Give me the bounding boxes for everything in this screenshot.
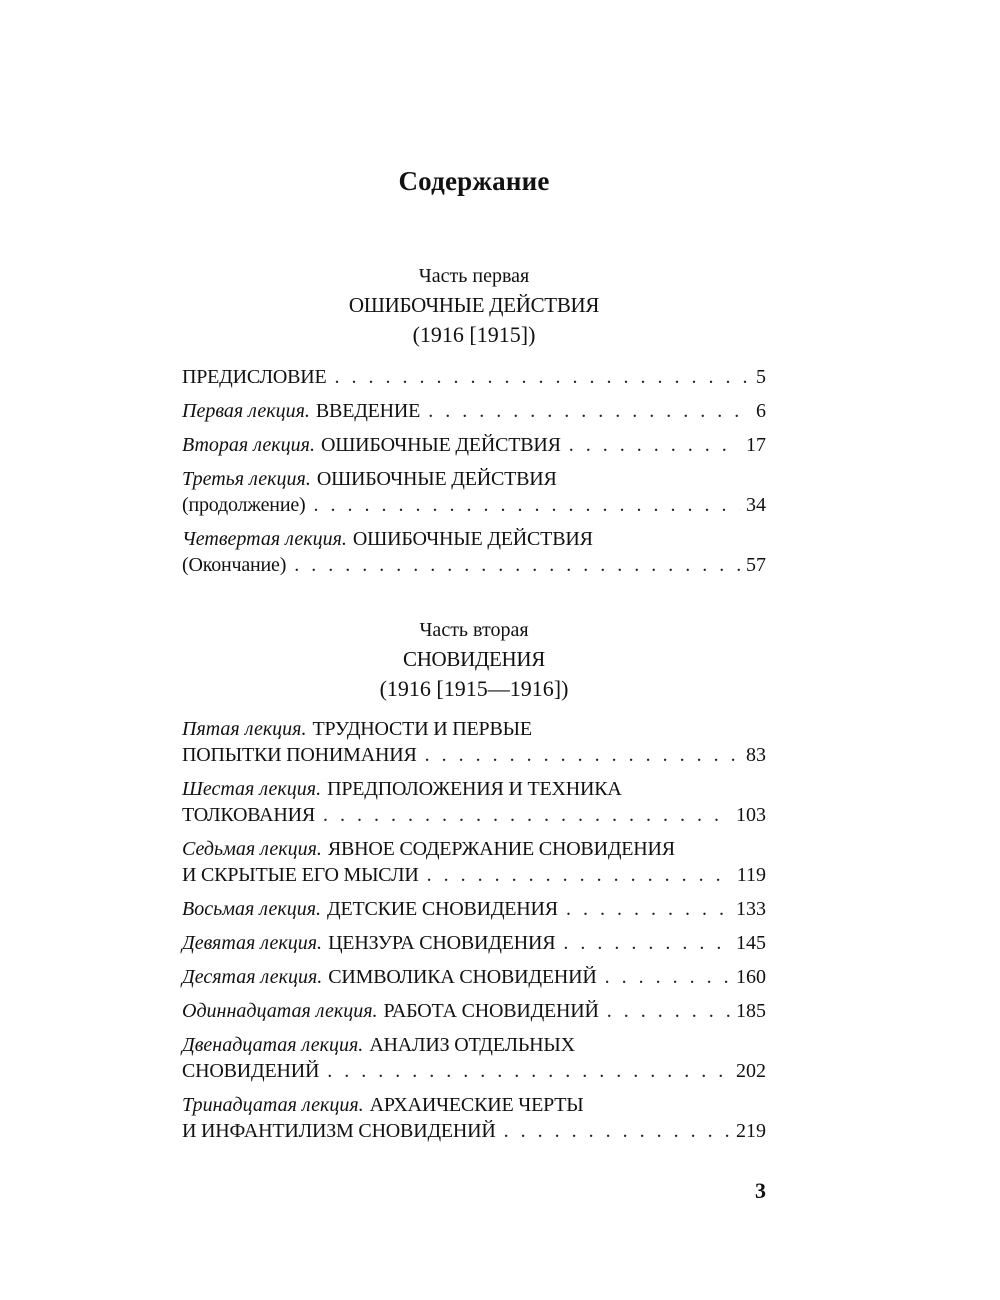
entry-title: ВВЕДЕНИЕ — [315, 400, 421, 422]
lecture-label: Седьмая лекция. — [182, 838, 322, 860]
entry-title: АРХАИЧЕСКИЕ ЧЕРТЫ — [369, 1094, 584, 1116]
toc-line — [182, 432, 766, 458]
page-ref: 103 — [736, 804, 766, 826]
dot-leader — [327, 1058, 730, 1084]
toc-line — [182, 492, 766, 518]
part-one-label: Часть первая — [418, 265, 530, 287]
page-ref: 133 — [736, 898, 766, 920]
toc-entry — [182, 836, 766, 888]
dot-leader — [313, 492, 740, 518]
page-ref: 160 — [736, 966, 766, 988]
dot-leader — [566, 896, 730, 922]
lecture-label: Одиннадцатая лекция. — [182, 1000, 378, 1022]
entry-title: ЦЕНЗУРА СНОВИДЕНИЯ — [328, 932, 556, 954]
toc-line — [182, 802, 766, 828]
page-number: 3 — [755, 1178, 766, 1203]
part-one-heading — [182, 262, 766, 350]
toc-entry — [182, 1092, 766, 1144]
toc-entry — [182, 716, 766, 768]
dot-leader — [563, 930, 730, 956]
lecture-label: Шестая лекция. — [182, 778, 322, 800]
page-ref: 17 — [746, 434, 766, 456]
entry-title: ОШИБОЧНЫЕ ДЕЙСТВИЯ — [320, 434, 561, 456]
lecture-label: Двенадцатая лекция. — [182, 1034, 364, 1056]
toc-line — [182, 742, 766, 768]
entry-title: ОШИБОЧНЫЕ ДЕЙСТВИЯ — [316, 468, 557, 490]
entry-title: ТРУДНОСТИ И ПЕРВЫЕ — [312, 718, 532, 740]
part-two-years: (1916 [1915—1916]) — [379, 676, 569, 701]
toc-entry — [182, 432, 766, 458]
lecture-label: Пятая лекция. — [182, 718, 307, 740]
entry-title-continued: И ИНФАНТИЛИЗМ СНОВИДЕНИЙ — [182, 1120, 496, 1142]
dot-leader — [428, 398, 750, 424]
toc-line — [182, 466, 766, 492]
toc-line — [182, 862, 766, 888]
book-page — [182, 0, 766, 1300]
toc-line — [182, 716, 766, 742]
page-ref: 219 — [736, 1120, 766, 1142]
entry-title: СИМВОЛИКА СНОВИДЕНИЙ — [328, 966, 597, 988]
page-ref: 83 — [746, 744, 766, 766]
entry-title: ПРЕДИСЛОВИЕ — [182, 366, 327, 388]
toc-line — [182, 364, 766, 390]
toc-line — [182, 1118, 766, 1144]
page-ref: 185 — [736, 1000, 766, 1022]
toc-line — [182, 552, 766, 578]
dot-leader — [294, 552, 740, 578]
lecture-label: Десятая лекция. — [182, 966, 323, 988]
lecture-label: Восьмая лекция. — [182, 898, 322, 920]
toc-entry — [182, 930, 766, 956]
dot-leader — [335, 364, 750, 390]
entry-title-continued: И СКРЫТЫЕ ЕГО МЫСЛИ — [182, 864, 419, 886]
page-ref: 202 — [736, 1060, 766, 1082]
dot-leader — [504, 1118, 730, 1144]
toc-line — [182, 1032, 766, 1058]
entry-title: РАБОТА СНОВИДЕНИЙ — [383, 1000, 599, 1022]
part-one-years: (1916 [1915]) — [412, 322, 536, 347]
part-two-toc — [182, 716, 766, 1152]
entry-title-continued: (Окончание) — [182, 554, 287, 576]
toc-line — [182, 964, 766, 990]
entry-title-continued: ПОПЫТКИ ПОНИМАНИЯ — [182, 744, 417, 766]
page-ref: 34 — [746, 494, 766, 516]
toc-entry — [182, 1032, 766, 1084]
entry-title-continued: СНОВИДЕНИЙ — [182, 1060, 320, 1082]
part-one-toc — [182, 364, 766, 586]
page-ref: 5 — [756, 366, 766, 388]
toc-line — [182, 398, 766, 424]
entry-title: ДЕТСКИЕ СНОВИДЕНИЯ — [327, 898, 558, 920]
toc-line — [182, 836, 766, 862]
dot-leader — [605, 964, 730, 990]
lecture-label: Девятая лекция. — [182, 932, 323, 954]
page-ref: 145 — [736, 932, 766, 954]
toc-entry — [182, 896, 766, 922]
toc-entry — [182, 466, 766, 518]
lecture-label: Вторая лекция. — [182, 434, 315, 456]
part-two-heading — [182, 616, 766, 704]
toc-entry — [182, 998, 766, 1024]
page-ref: 119 — [736, 864, 766, 886]
toc-entry — [182, 398, 766, 424]
toc-line — [182, 776, 766, 802]
entry-title: ПРЕДПОЛОЖЕНИЯ И ТЕХНИКА — [327, 778, 622, 800]
entry-title: ОШИБОЧНЫЕ ДЕЙСТВИЯ — [352, 528, 593, 550]
toc-line — [182, 896, 766, 922]
toc-line — [182, 1092, 766, 1118]
page-title: Содержание — [398, 166, 550, 196]
lecture-label: Первая лекция. — [182, 400, 310, 422]
entry-title: АНАЛИЗ ОТДЕЛЬНЫХ — [369, 1034, 575, 1056]
dot-leader — [569, 432, 740, 458]
page-ref: 57 — [746, 554, 766, 576]
entry-title-continued: (продолжение) — [182, 494, 306, 516]
dot-leader — [427, 862, 731, 888]
toc-line — [182, 1058, 766, 1084]
lecture-label: Тринадцатая лекция. — [182, 1094, 364, 1116]
part-two-name: СНОВИДЕНИЯ — [402, 647, 545, 671]
toc-line — [182, 526, 766, 552]
toc-line — [182, 930, 766, 956]
toc-entry — [182, 776, 766, 828]
entry-title-continued: ТОЛКОВАНИЯ — [182, 804, 316, 826]
part-one-name: ОШИБОЧНЫЕ ДЕЙСТВИЯ — [348, 293, 600, 317]
toc-entry — [182, 364, 766, 390]
lecture-label: Четвертая лекция. — [182, 528, 347, 550]
dot-leader — [323, 802, 730, 828]
toc-entry — [182, 526, 766, 578]
part-two-label: Часть вторая — [419, 619, 529, 641]
dot-leader — [607, 998, 730, 1024]
toc-entry — [182, 964, 766, 990]
page-ref: 6 — [756, 400, 766, 422]
dot-leader — [425, 742, 740, 768]
entry-title: ЯВНОЕ СОДЕРЖАНИЕ СНОВИДЕНИЯ — [327, 838, 675, 860]
toc-line — [182, 998, 766, 1024]
lecture-label: Третья лекция. — [182, 468, 311, 490]
